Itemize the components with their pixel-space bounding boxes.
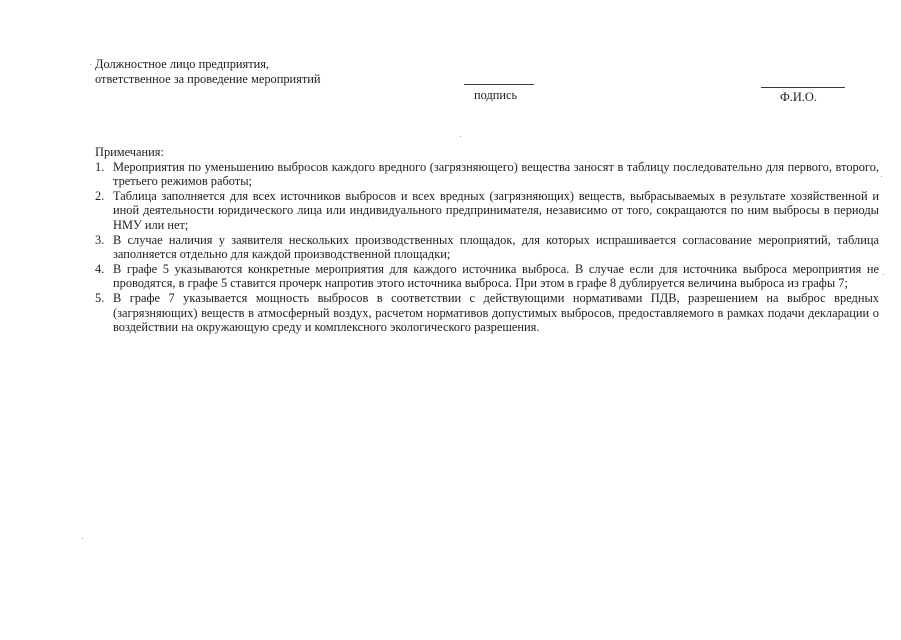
note-text: В графе 5 указываются конкретные мероприятия для каждого источника выброса. В случае если для источника выброса мероприятия не проводятся, в графе 5 ставится прочерк напротив этого источника выброса. При этом в графе 8 дублируется величина выброса из графы 7; bbox=[113, 261, 879, 291]
note-item bbox=[95, 160, 879, 189]
note-number: 2. bbox=[95, 188, 105, 203]
scan-speck bbox=[881, 176, 882, 177]
notes-section bbox=[95, 145, 879, 335]
official-title-line-1: Должностное лицо предприятия, bbox=[95, 57, 270, 71]
fio-label: Ф.И.О. bbox=[780, 90, 817, 104]
note-item bbox=[95, 233, 879, 262]
notes-list bbox=[95, 160, 879, 335]
note-number: 1. bbox=[95, 159, 105, 174]
scan-speck bbox=[90, 64, 91, 65]
scan-speck bbox=[82, 538, 83, 539]
scan-speck bbox=[883, 274, 884, 275]
note-text: Таблица заполняется для всех источников выбросов и всех вредных (загрязняющих) веществ, выбрасываемых в результате хозяйственной и иной деятельности юридического лица или индивидуального предпринимателя, независимо от того, сокращаются по ним выбросы в периоды НМУ или нет; bbox=[113, 188, 879, 232]
signature-line bbox=[464, 84, 534, 85]
signature-label: подпись bbox=[474, 88, 518, 102]
note-item bbox=[95, 262, 879, 291]
note-number: 5. bbox=[95, 290, 105, 305]
responsible-official-block bbox=[95, 57, 425, 86]
official-title-line-2: ответственное за проведение мероприятий bbox=[95, 71, 321, 86]
note-number: 4. bbox=[95, 261, 105, 276]
scan-speck bbox=[460, 136, 461, 137]
notes-title: Примечания: bbox=[95, 145, 164, 159]
note-item bbox=[95, 291, 879, 335]
note-text: Мероприятия по уменьшению выбросов каждого вредного (загрязняющего) вещества заносят в таблицу последовательно для первого, второго, третьего режимов работы; bbox=[113, 159, 879, 189]
note-number: 3. bbox=[95, 232, 105, 247]
note-text: В графе 7 указывается мощность выбросов в соответствии с действующими нормативами ПДВ, разрешением на выброс вредных (загрязняющих) веществ в атмосферный воздух, расчетом нормативов допустимых выбросов, предоставляемого в рамках подачи декларации о воздействии на окружающую среду и комплексного экологического разрешения. bbox=[113, 290, 879, 335]
note-text: В случае наличия у заявителя нескольких производственных площадок, для которых испрашивается согласование мероприятий, таблица заполняется отдельно для каждой производственной площадки; bbox=[113, 232, 879, 262]
fio-line bbox=[761, 87, 845, 88]
note-item bbox=[95, 189, 879, 233]
